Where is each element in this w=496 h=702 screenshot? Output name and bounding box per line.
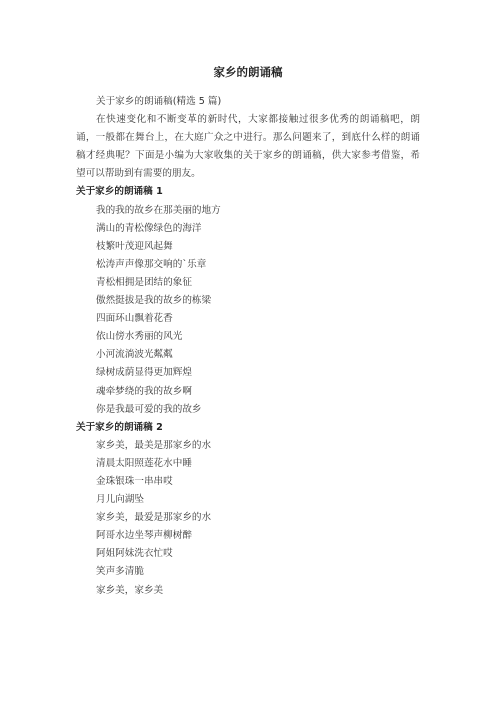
poem-line: 绿树成荫显得更加辉煌 <box>96 367 192 379</box>
document-body <box>76 93 420 600</box>
poem-line: 笑声多清脆 <box>96 566 144 578</box>
poem-line: 你是我最可爱的我的故乡 <box>96 403 202 415</box>
poem-line: 青松相拥是团结的象征 <box>96 276 192 288</box>
poem-line: 小河流淌波光粼粼 <box>96 349 173 361</box>
poem-line: 松涛声声像那交响的`乐章 <box>96 258 207 270</box>
poem-line: 满山的青松像绿色的海洋 <box>96 222 202 234</box>
poem-line: 清晨太阳照莲花水中睡 <box>96 457 192 469</box>
poem-line: 金珠银珠一串串哎 <box>96 475 173 487</box>
intro-title: 关于家乡的朗诵稿(精选 5 篇) <box>96 96 222 107</box>
poem-line: 依山傍水秀丽的风光 <box>96 331 183 343</box>
section-heading: 关于家乡的朗诵稿 1 <box>76 186 163 198</box>
poem-line: 家乡美，最美是那家乡的水 <box>96 439 212 451</box>
poem-line: 家乡美，最爱是那家乡的水 <box>96 512 212 524</box>
section-heading: 关于家乡的朗诵稿 2 <box>76 421 163 433</box>
poem-line: 我的我的故乡在那美丽的地方 <box>96 204 221 216</box>
poem-line: 枝繁叶茂迎风起舞 <box>96 240 173 252</box>
poem-line: 魂牵梦绕的我的故乡啊 <box>96 385 192 397</box>
intro-paragraph: 在快速变化和不断变革的新时代，大家都接触过很多优秀的朗诵稿吧，朗诵，一般都在舞台上，在大庭广众之中进行。那么问题来了，到底什么样的朗诵稿才经典呢？下面是小编为大家收集的关于家乡的朗诵稿，供大家参考借鉴，希望可以帮助到有需要的朋友。 <box>76 114 420 180</box>
poem-line: 阿哥水边坐琴声柳树醉 <box>96 530 192 542</box>
poem-line: 四面环山飘着花香 <box>96 313 173 325</box>
poem-line: 家乡美，家乡美 <box>96 584 164 596</box>
poem-line: 阿姐阿妹洗衣忙哎 <box>96 548 173 560</box>
poem-line: 傲然挺拔是我的故乡的栋梁 <box>96 295 212 307</box>
poem-line: 月儿向湖坠 <box>96 494 144 506</box>
document-title: 家乡的朗诵稿 <box>213 65 283 79</box>
